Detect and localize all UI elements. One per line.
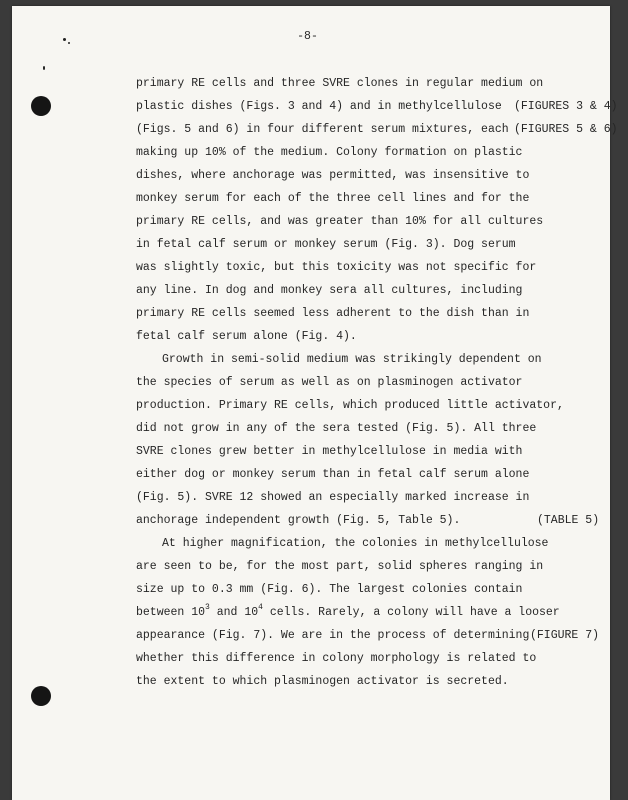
paragraph-start-line: At higher magnification, the colonies in methylcellulose (162, 537, 549, 550)
text-segment: and 10 (209, 606, 259, 619)
text-line: in fetal calf serum or monkey serum (Fig. 3). Dog serum (136, 238, 516, 251)
text-line: was slightly toxic, but this toxicity was not specific for (136, 261, 537, 274)
margin-note-table-5: (TABLE 5) (537, 514, 600, 527)
text-line: primary RE cells and three SVRE clones in regular medium on (136, 77, 544, 90)
text-line: production. Primary RE cells, which produced little activator, (136, 399, 564, 412)
text-line: size up to 0.3 mm (Fig. 6). The largest colonies contain (136, 583, 523, 596)
paragraph-start-line: Growth in semi-solid medium was strikingly dependent on (162, 353, 542, 366)
text-segment: between 10 (136, 606, 206, 619)
text-line: appearance (Fig. 7). We are in the process of determining (136, 629, 530, 642)
text-line: either dog or monkey serum than in fetal calf serum alone (136, 468, 530, 481)
text-line: whether this difference in colony morphology is related to (136, 652, 537, 665)
body-text (136, 72, 564, 693)
text-line: (Figs. 5 and 6) in four different serum mixtures, each (136, 123, 509, 136)
superscript: 3 (205, 603, 210, 612)
margin-note-figure-7: (FIGURE 7) (530, 629, 600, 642)
text-segment: cells. Rarely, a colony will have a looser (262, 606, 560, 619)
text-line: fetal calf serum alone (Fig. 4). (136, 330, 357, 343)
text-line: the extent to which plasminogen activator is secreted. (136, 675, 509, 688)
binder-hole-top (31, 96, 51, 116)
text-line: making up 10% of the medium. Colony formation on plastic (136, 146, 523, 159)
superscript: 4 (258, 603, 263, 612)
text-line-with-superscripts (136, 601, 560, 624)
text-line: did not grow in any of the sera tested (Fig. 5). All three (136, 422, 537, 435)
text-line: dishes, where anchorage was permitted, was insensitive to (136, 169, 530, 182)
text-line: anchorage independent growth (Fig. 5, Table 5). (136, 514, 461, 527)
text-line: monkey serum for each of the three cell lines and for the (136, 192, 530, 205)
text-line: (Fig. 5). SVRE 12 showed an especially marked increase in (136, 491, 530, 504)
binder-hole-bottom (31, 686, 51, 706)
text-line: primary RE cells seemed less adherent to the dish than in (136, 307, 530, 320)
text-line: plastic dishes (Figs. 3 and 4) and in methylcellulose (136, 100, 502, 113)
margin-note-figures-3-4: (FIGURES 3 & 4) (514, 100, 618, 113)
text-line: the species of serum as well as on plasminogen activator (136, 376, 523, 389)
page-number: -8- (297, 30, 318, 43)
text-line: any line. In dog and monkey sera all cultures, including (136, 284, 523, 297)
margin-note-figures-5-6: (FIGURES 5 & 6) (514, 123, 618, 136)
speck (43, 66, 45, 70)
text-line: are seen to be, for the most part, solid spheres ranging in (136, 560, 544, 573)
text-line: SVRE clones grew better in methylcellulose in media with (136, 445, 523, 458)
text-line: primary RE cells, and was greater than 10% for all cultures (136, 215, 544, 228)
